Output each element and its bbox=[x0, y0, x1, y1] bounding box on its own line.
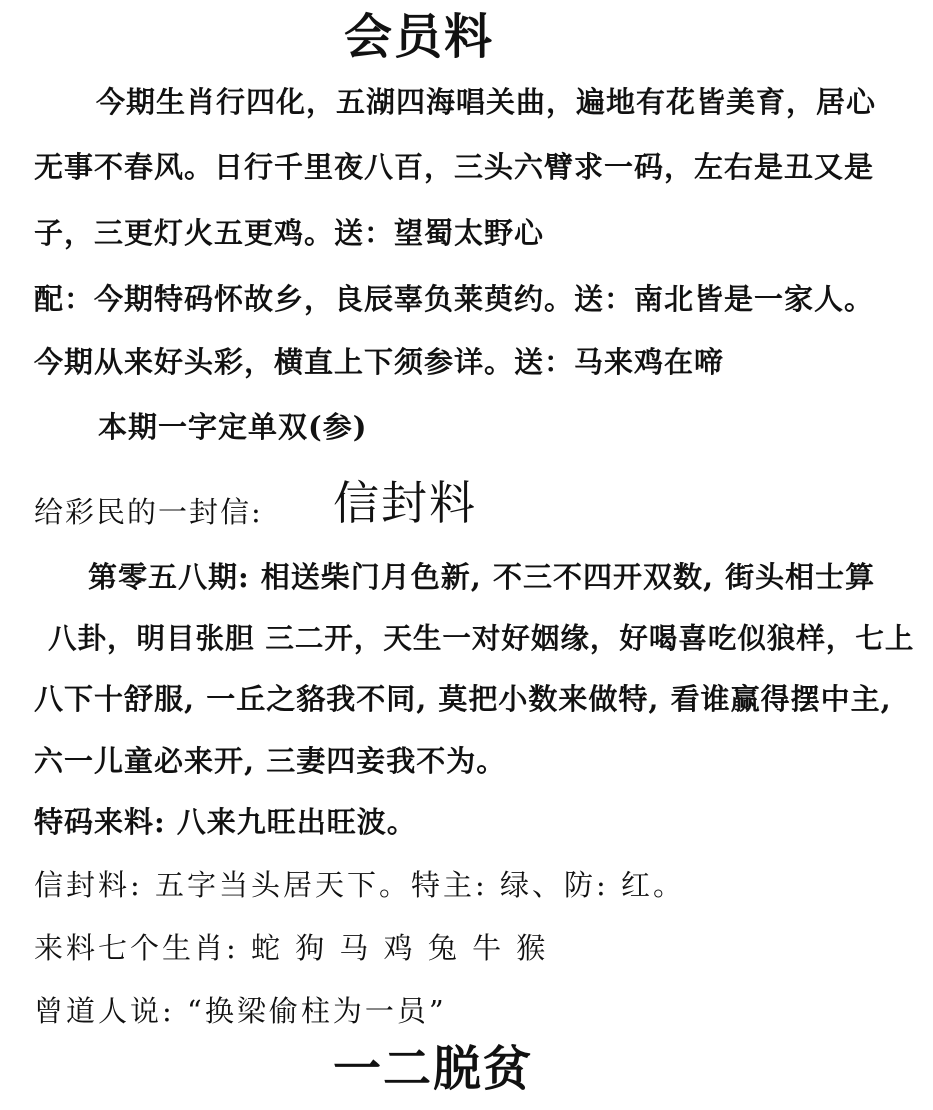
text-line: 来料七个生肖: 蛇 狗 马 鸡 兔 牛 猴 bbox=[34, 931, 549, 965]
text-line: 今期从来好头彩，横直上下须参详。送：马来鸡在啼 bbox=[34, 345, 725, 379]
text-line: 今期生肖行四化，五湖四海唱关曲，遍地有花皆美育，居心 bbox=[96, 85, 877, 119]
text-line: 曾道人说: “换梁偷柱为一员” bbox=[34, 994, 447, 1028]
member-material-title: 会员料 bbox=[344, 9, 495, 65]
text-line: 八下十舒服, 一丘之貉我不同, 莫把小数来做特, 看谁赢得摆中主, bbox=[34, 682, 892, 716]
envelope-material-title: 信封料 bbox=[333, 476, 477, 530]
text-line: 第零五八期: 相送柴门月色新, 不三不四开双数, 街头相士算 bbox=[88, 560, 876, 594]
text-line: 配：今期特码怀故乡，良辰辜负莱萸约。送：南北皆是一家人。 bbox=[34, 282, 875, 316]
text-line: 本期一字定单双(参) bbox=[98, 410, 368, 444]
text-line: 六一儿童必来开, 三妻四妾我不为。 bbox=[34, 744, 507, 778]
letter-intro: 给彩民的一封信: bbox=[34, 495, 263, 529]
poverty-title: 一二脱贫 bbox=[333, 1041, 534, 1097]
text-line: 八卦，明目张胆 三二开，天生一对好姻缘，好喝喜吃似狼样，七上 bbox=[48, 621, 915, 655]
text-line: 特码来料: 八来九旺出旺波。 bbox=[34, 805, 417, 839]
text-line: 子，三更灯火五更鸡。送：望蜀太野心 bbox=[34, 216, 545, 250]
text-line: 信封料: 五字当头居天下。特主: 绿、防: 红。 bbox=[34, 868, 685, 902]
text-line: 无事不春风。日行千里夜八百，三头六臂求一码，左右是丑又是 bbox=[34, 150, 875, 184]
